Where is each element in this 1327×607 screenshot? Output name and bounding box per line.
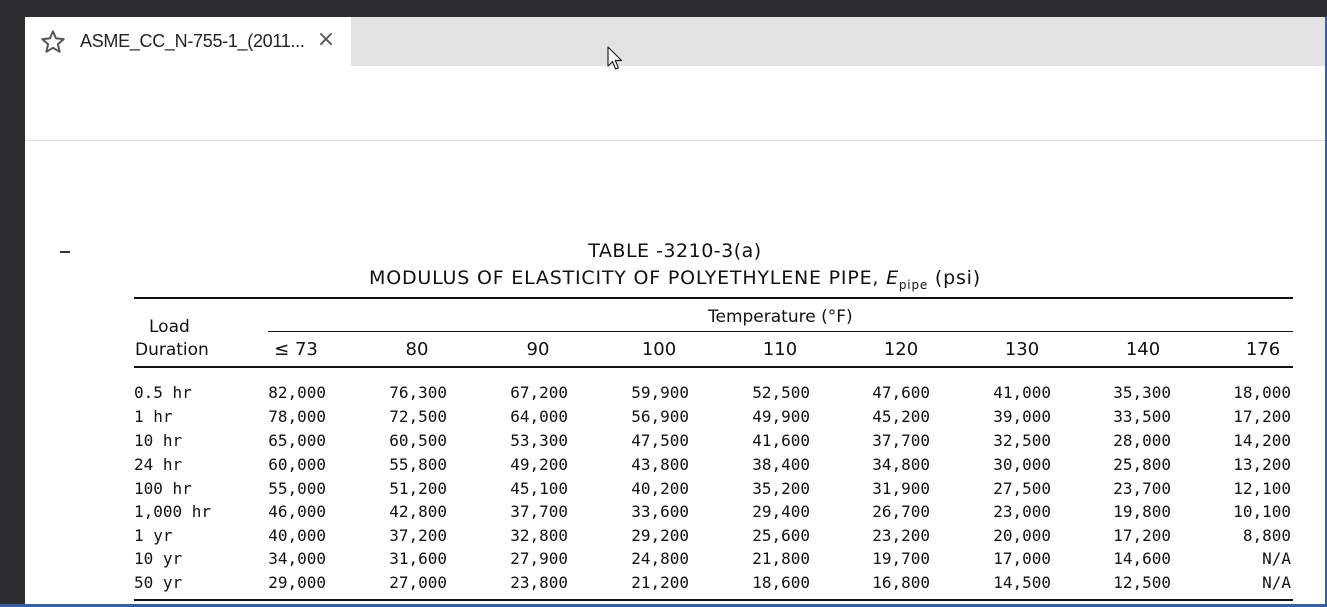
table-cell: 40,200: [631, 479, 689, 498]
table-cell: 55,800: [389, 455, 447, 474]
temperature-group-rule: [268, 331, 1293, 332]
table-cell: 33,500: [1113, 407, 1171, 426]
table-cell: 14,500: [993, 573, 1051, 592]
table-cell: 12,100: [1233, 479, 1291, 498]
column-header: 176: [1245, 339, 1281, 360]
mouse-cursor-icon: [607, 46, 625, 72]
table-cell: 35,300: [1113, 383, 1171, 402]
row-label: 1 yr: [134, 526, 173, 545]
row-label: 1,000 hr: [134, 502, 212, 521]
table-cell: 25,600: [752, 526, 810, 545]
table-cell: 17,000: [993, 549, 1051, 568]
table-cell: 60,000: [268, 455, 326, 474]
table-cell: 51,200: [389, 479, 447, 498]
row-label: 1 hr: [134, 407, 173, 426]
table-caption-number: TABLE -3210-3(a): [588, 240, 762, 262]
table-cell: 37,700: [510, 502, 568, 521]
table-cell: 28,000: [1113, 431, 1171, 450]
tab-strip: [25, 17, 1325, 66]
table-cell: 56,900: [631, 407, 689, 426]
table-cell: 32,800: [510, 526, 568, 545]
table-cell: 19,800: [1113, 502, 1171, 521]
tab-document[interactable]: [25, 17, 351, 66]
star-icon[interactable]: [39, 28, 67, 56]
table-cell: 47,500: [631, 431, 689, 450]
table-top-rule: [134, 297, 1293, 299]
table-cell: 65,000: [268, 431, 326, 450]
table-cell: 52,500: [752, 383, 810, 402]
caption-symbol: E: [886, 267, 899, 289]
table-cell: 41,000: [993, 383, 1051, 402]
table-cell: 31,900: [872, 479, 930, 498]
row-label: 24 hr: [134, 455, 183, 474]
table-cell: 18,600: [752, 573, 810, 592]
table-cell: 39,000: [993, 407, 1051, 426]
table-cell: 29,200: [631, 526, 689, 545]
table-row: [25, 455, 1325, 478]
table-cell: 26,700: [872, 502, 930, 521]
table-cell: 20,000: [993, 526, 1051, 545]
table-cell: 24,800: [631, 549, 689, 568]
table-cell: 59,900: [631, 383, 689, 402]
column-header: 100: [641, 339, 677, 360]
table-cell: 45,200: [872, 407, 930, 426]
row-label: 0.5 hr: [134, 383, 192, 402]
table-cell: 32,500: [993, 431, 1051, 450]
caption-title-text: MODULUS OF ELASTICITY OF POLYETHYLENE PIPE,: [369, 267, 880, 289]
table-cell: 21,200: [631, 573, 689, 592]
table-row: [25, 407, 1325, 430]
column-header: 110: [762, 339, 798, 360]
table-cell: 17,200: [1233, 407, 1291, 426]
table-cell: 35,200: [752, 479, 810, 498]
table-cell: 13,200: [1233, 455, 1291, 474]
table-cell: 16,800: [872, 573, 930, 592]
table-cell: 27,000: [389, 573, 447, 592]
table-cell: 53,300: [510, 431, 568, 450]
caption-subscript: pipe: [898, 277, 929, 292]
table-cell: 29,400: [752, 502, 810, 521]
caption-unit: (psi): [934, 267, 981, 289]
row-label: 10 yr: [134, 549, 183, 568]
table-cell: 60,500: [389, 431, 447, 450]
document-viewer-window: [25, 17, 1325, 604]
table-cell: N/A: [1262, 573, 1291, 592]
header-bottom-rule: [134, 366, 1293, 368]
table-cell: 49,200: [510, 455, 568, 474]
table-cell: 34,000: [268, 549, 326, 568]
table-cell: 72,500: [389, 407, 447, 426]
table-cell: 76,300: [389, 383, 447, 402]
table-cell: N/A: [1262, 549, 1291, 568]
table-cell: 55,000: [268, 479, 326, 498]
table-cell: 27,500: [993, 479, 1051, 498]
table-row: [25, 549, 1325, 572]
table-cell: 31,600: [389, 549, 447, 568]
close-icon[interactable]: ×: [316, 27, 336, 52]
table-cell: 37,700: [872, 431, 930, 450]
table-cell: 23,200: [872, 526, 930, 545]
table-cell: 14,600: [1113, 549, 1171, 568]
row-header-duration: Duration: [135, 340, 209, 360]
table-cell: 82,000: [268, 383, 326, 402]
table-cell: 12,500: [1113, 573, 1171, 592]
column-header: 80: [405, 339, 429, 360]
table-cell: 23,800: [510, 573, 568, 592]
table-row: [25, 502, 1325, 525]
table-cell: 21,800: [752, 549, 810, 568]
table-row: [25, 479, 1325, 502]
table-cell: 23,000: [993, 502, 1051, 521]
table-cell: 29,000: [268, 573, 326, 592]
table-row: [25, 573, 1325, 596]
table-cell: 25,800: [1113, 455, 1171, 474]
row-header-load: Load: [149, 317, 190, 337]
table-cell: 10,100: [1233, 502, 1291, 521]
table-caption-title: [25, 267, 1325, 292]
table-cell: 8,800: [1242, 526, 1291, 545]
row-label: 100 hr: [134, 479, 192, 498]
table-cell: 45,100: [510, 479, 568, 498]
table-cell: 33,600: [631, 502, 689, 521]
window-frame-top: [0, 0, 1327, 17]
table-bottom-rule: [134, 599, 1293, 601]
row-label: 10 hr: [134, 431, 183, 450]
table-cell: 40,000: [268, 526, 326, 545]
table-cell: 64,000: [510, 407, 568, 426]
table-cell: 37,200: [389, 526, 447, 545]
window-frame-left: [0, 17, 25, 607]
table-cell: 38,400: [752, 455, 810, 474]
table-cell: 27,900: [510, 549, 568, 568]
temperature-group-header: Temperature (°F): [708, 307, 853, 327]
table-cell: 23,700: [1113, 479, 1171, 498]
table-cell: 47,600: [872, 383, 930, 402]
table-cell: 49,900: [752, 407, 810, 426]
column-header: 130: [1004, 339, 1040, 360]
column-header: 140: [1125, 339, 1161, 360]
row-label: 50 yr: [134, 573, 183, 592]
table-cell: 78,000: [268, 407, 326, 426]
table-row: [25, 526, 1325, 549]
table-cell: 42,800: [389, 502, 447, 521]
column-header: 120: [883, 339, 919, 360]
table-cell: 46,000: [268, 502, 326, 521]
column-header: ≤ 73: [274, 339, 318, 360]
table-cell: 18,000: [1233, 383, 1291, 402]
tab-title: ASME_CC_N-755-1_(2011...: [80, 31, 305, 51]
table-cell: 43,800: [631, 455, 689, 474]
table-cell: 30,000: [993, 455, 1051, 474]
table-cell: 41,600: [752, 431, 810, 450]
column-header: 90: [526, 339, 550, 360]
table-row: [25, 431, 1325, 454]
table-cell: 17,200: [1113, 526, 1171, 545]
table-cell: 34,800: [872, 455, 930, 474]
toolbar-divider: [25, 140, 1325, 141]
table-cell: 19,700: [872, 549, 930, 568]
table-cell: 14,200: [1233, 431, 1291, 450]
table-row: [25, 383, 1325, 406]
table-cell: 67,200: [510, 383, 568, 402]
